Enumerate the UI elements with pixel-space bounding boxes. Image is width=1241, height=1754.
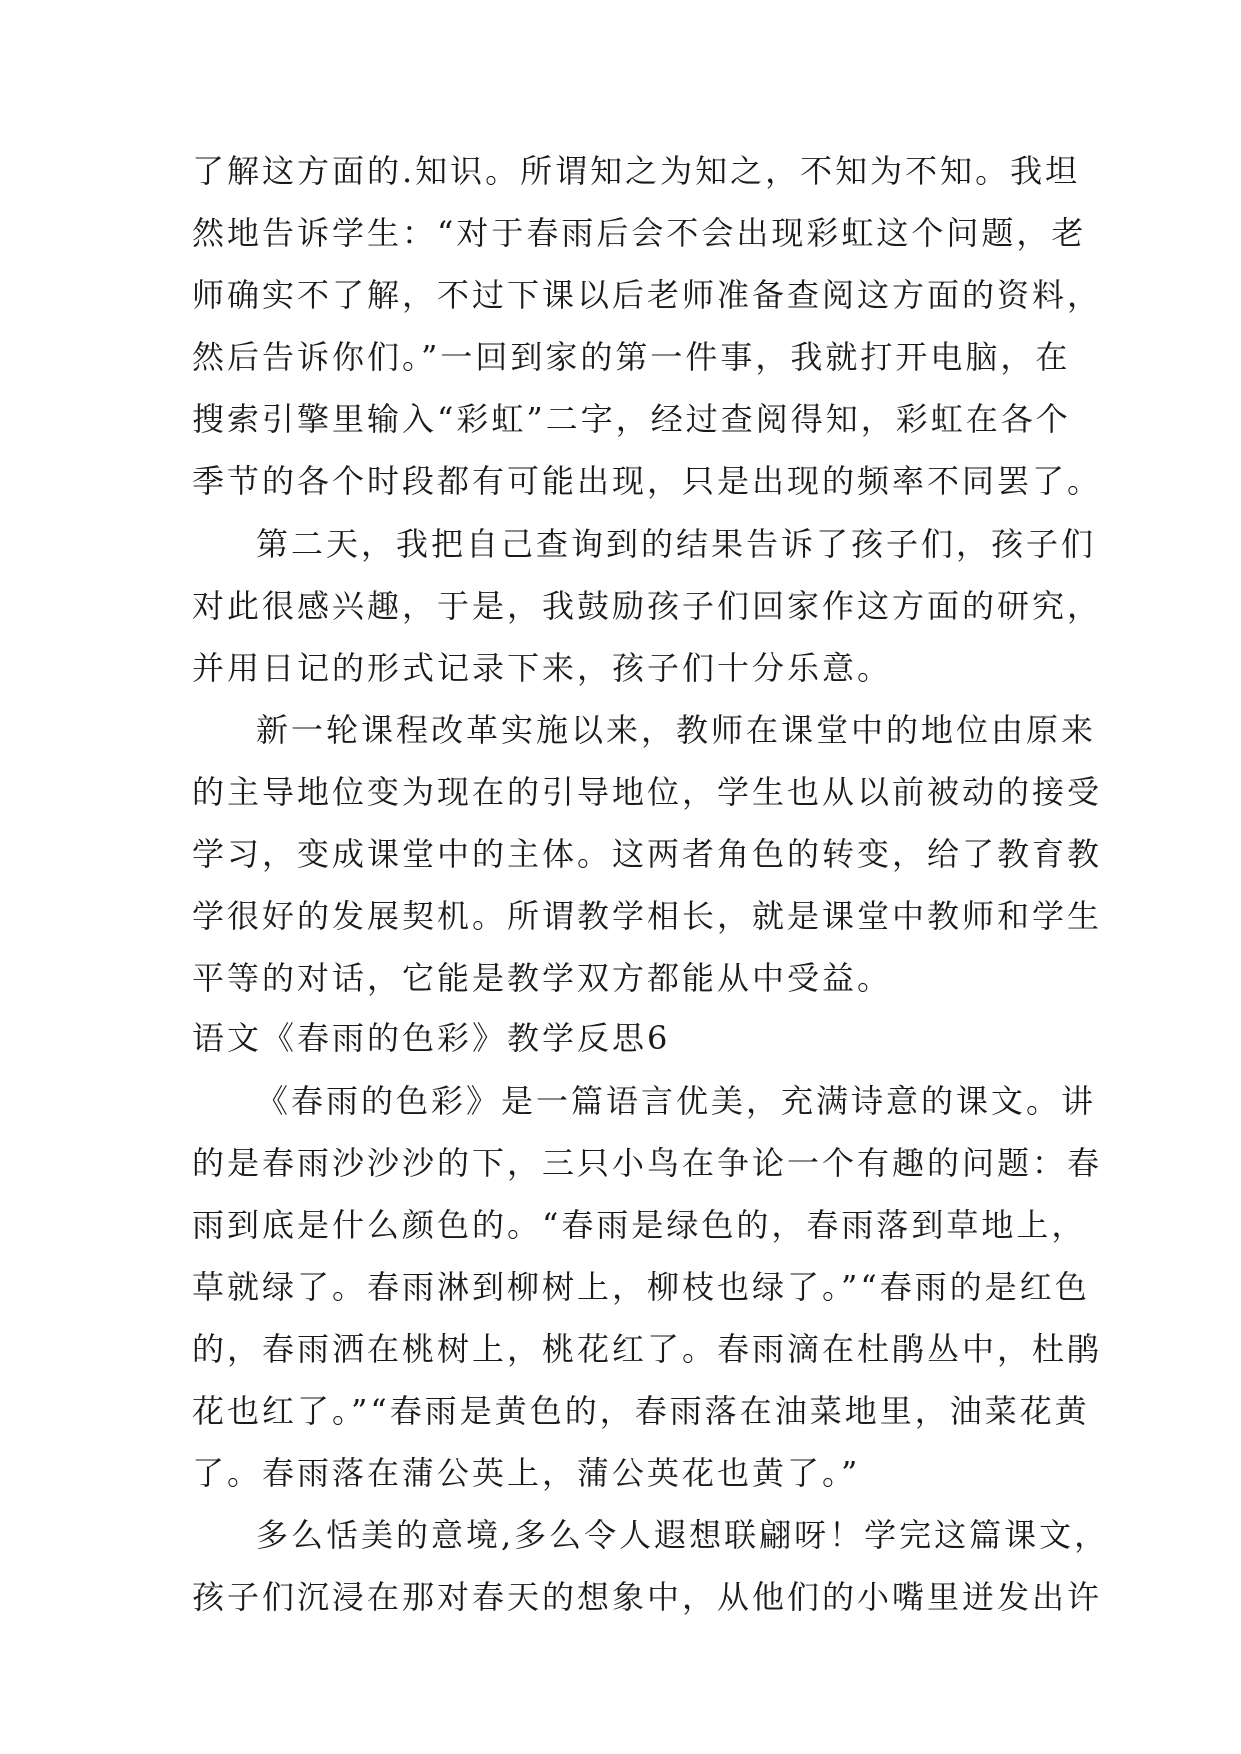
paragraph-first-line: 《春雨的色彩》是一篇语言优美，充满诗意的课文。讲: [256, 1082, 1097, 1120]
text-line: 草就绿了。春雨淋到柳树上，柳枝也绿了。”“春雨的是红色: [192, 1268, 1090, 1306]
text-line: 花也红了。”“春雨是黄色的，春雨落在油菜地里，油菜花黄: [192, 1392, 1090, 1430]
text-line: 的主导地位变为现在的引导地位，学生也从以前被动的接受: [192, 773, 1103, 811]
text-line: 的是春雨沙沙沙的下，三只小鸟在争论一个有趣的问题：春: [192, 1144, 1103, 1182]
paragraph-first-line: 第二天，我把自己查询到的结果告诉了孩子们，孩子们: [256, 525, 1097, 563]
text-line: 搜索引擎里输入“彩虹”二字，经过查阅得知，彩虹在各个: [192, 400, 1071, 438]
text-line: 学很好的发展契机。所谓教学相长，就是课堂中教师和学生: [192, 897, 1103, 935]
text-line: 孩子们沉浸在那对春天的想象中，从他们的小嘴里迸发出许: [192, 1578, 1103, 1616]
text-line: 季节的各个时段都有可能出现，只是出现的频率不同罢了。: [192, 462, 1103, 500]
text-line: 学习，变成课堂中的主体。这两者角色的转变，给了教育教: [192, 835, 1103, 873]
text-line: 雨到底是什么颜色的。“春雨是绿色的，春雨落到草地上，: [192, 1206, 1087, 1244]
section-heading: 语文《春雨的色彩》教学反思6: [192, 1019, 671, 1057]
text-line: 然后告诉你们。”一回到家的第一件事，我就打开电脑，在: [192, 338, 1071, 376]
text-line: 师确实不了解，不过下课以后老师准备查阅这方面的资料，: [192, 276, 1103, 314]
text-line: 对此很感兴趣，于是，我鼓励孩子们回家作这方面的研究，: [192, 587, 1103, 625]
text-line: 然地告诉学生：“对于春雨后会不会出现彩虹这个问题，老: [192, 214, 1087, 252]
text-line: 了。春雨落在蒲公英上，蒲公英花也黄了。”: [192, 1454, 861, 1492]
paragraph-first-line: 多么恬美的意境,多么令人遐想联翩呀！学完这篇课文，: [256, 1516, 1110, 1554]
paragraph-first-line: 新一轮课程改革实施以来，教师在课堂中的地位由原来: [256, 711, 1097, 749]
text-line: 平等的对话，它能是教学双方都能从中受益。: [192, 959, 893, 997]
text-line: 并用日记的形式记录下来，孩子们十分乐意。: [192, 649, 893, 687]
text-line: 了解这方面的.知识。所谓知之为知之，不知为不知。我坦: [192, 152, 1081, 190]
text-line: 的，春雨洒在桃树上，桃花红了。春雨滴在杜鹃丛中，杜鹃: [192, 1330, 1103, 1368]
